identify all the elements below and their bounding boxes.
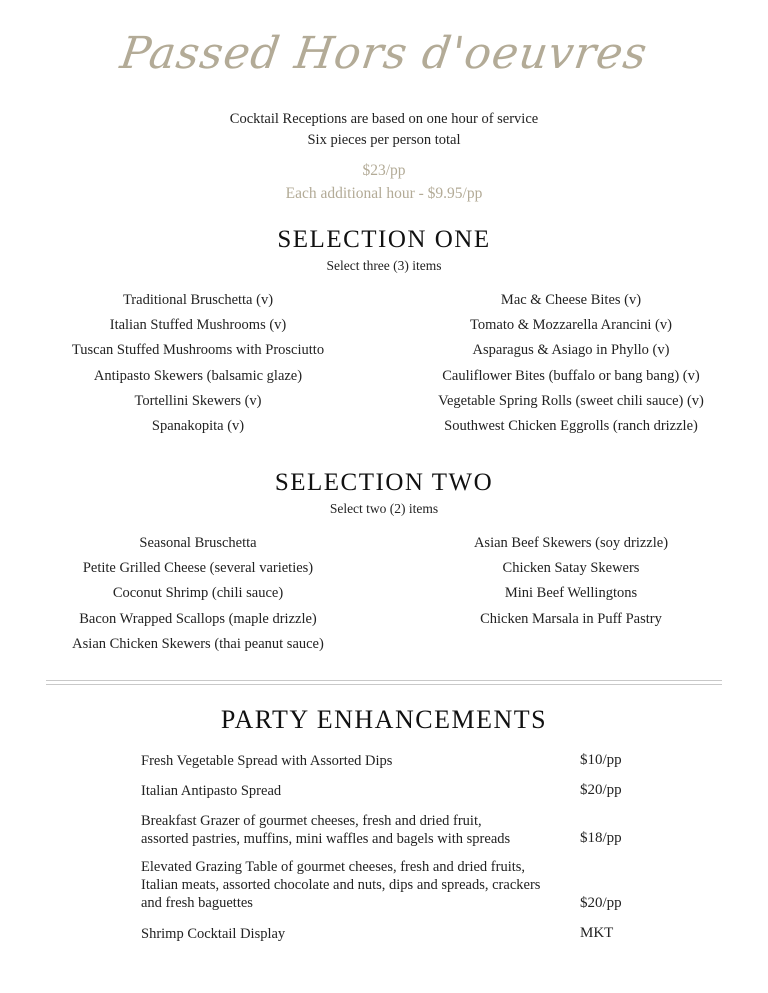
selection-two-subheading: Select two (2) items	[329, 501, 439, 516]
list-item: Tomato & Mozzarella Arancini (v)	[470, 317, 672, 334]
enhancement-row	[141, 782, 661, 802]
section-divider	[46, 680, 722, 685]
list-item: Italian Stuffed Mushrooms (v)	[109, 317, 287, 334]
enhancement-description: Fresh Vegetable Spread with Assorted Dips	[141, 753, 393, 769]
enhancement-row	[141, 925, 661, 945]
list-item: Coconut Shrimp (chili sauce)	[112, 585, 284, 602]
list-item: Tuscan Stuffed Mushrooms with Prosciutto	[71, 342, 325, 359]
list-item: Traditional Bruschetta (v)	[122, 292, 274, 308]
list-item: Chicken Marsala in Puff Pastry	[480, 610, 662, 627]
list-item: Mac & Cheese Bites (v)	[500, 292, 642, 308]
list-item: Chicken Satay Skewers	[502, 560, 640, 577]
selection-one-right-list	[420, 288, 722, 439]
enhancement-description: Italian Antipasto Spread	[141, 783, 282, 799]
list-item: Vegetable Spring Rolls (sweet chili sauce) (v)	[438, 392, 704, 409]
additional-hour-price: Each additional hour - $9.95/pp	[285, 185, 483, 202]
enhancement-price: MKT	[580, 925, 614, 941]
page-title: Passed Hors d'oeuvres	[117, 28, 651, 79]
selection-two-right-list	[420, 531, 722, 632]
enhancement-row	[141, 752, 661, 772]
selection-two-heading: SELECTION TWO	[274, 469, 494, 496]
list-item: Bacon Wrapped Scallops (maple drizzle)	[79, 610, 317, 627]
enhancement-row	[141, 812, 661, 850]
enhancements-heading: PARTY ENHANCEMENTS	[220, 705, 548, 734]
enhancement-price: $10/pp	[580, 752, 622, 768]
selection-one-left-list	[48, 288, 348, 439]
list-item: Mini Beef Wellingtons	[504, 585, 638, 602]
enhancement-description: Breakfast Grazer of gourmet cheeses, fresh and dried fruit, assorted pastries, muffins, mini waffles and bagels with spreads	[141, 813, 511, 847]
list-item: Seasonal Bruschetta	[139, 535, 257, 551]
list-item: Southwest Chicken Eggrolls (ranch drizzle)	[444, 417, 698, 434]
enhancement-price: $18/pp	[580, 830, 622, 846]
list-item: Petite Grilled Cheese (several varieties)	[82, 560, 314, 577]
list-item: Tortellini Skewers (v)	[134, 392, 262, 409]
enhancement-description: Shrimp Cocktail Display	[141, 926, 286, 942]
selection-one-subheading: Select three (3) items	[326, 258, 442, 273]
enhancement-row	[141, 858, 661, 914]
list-item: Asparagus & Asiago in Phyllo (v)	[472, 342, 670, 359]
base-price: $23/pp	[362, 162, 406, 179]
enhancement-description: Elevated Grazing Table of gourmet cheeses, fresh and dried fruits, Italian meats, assorted chocolate and nuts, dips and spreads, crackers and fresh baguettes	[141, 859, 541, 911]
list-item: Spanakopita (v)	[151, 417, 245, 434]
enhancement-price: $20/pp	[580, 895, 622, 911]
selection-two-left-list	[48, 531, 348, 657]
intro-line-2: Six pieces per person total	[307, 132, 461, 148]
list-item: Asian Beef Skewers (soy drizzle)	[473, 535, 669, 551]
enhancement-price: $20/pp	[580, 782, 622, 798]
list-item: Asian Chicken Skewers (thai peanut sauce)	[72, 635, 324, 652]
intro-line-1: Cocktail Receptions are based on one hour of service	[229, 111, 539, 127]
list-item: Antipasto Skewers (balsamic glaze)	[93, 367, 303, 384]
list-item: Cauliflower Bites (buffalo or bang bang) (v)	[442, 367, 700, 384]
selection-one-heading: SELECTION ONE	[277, 226, 491, 253]
